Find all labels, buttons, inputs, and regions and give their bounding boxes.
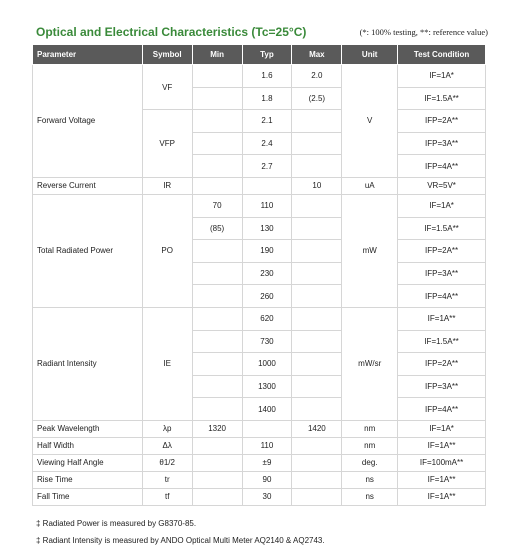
param-cell: Peak Wavelength [33,420,143,437]
min-cell [192,471,242,488]
symbol-cell: VFP [142,110,192,178]
typ-cell: 1000 [242,353,292,376]
symbol-cell: PO [142,194,192,307]
min-cell [192,262,242,285]
max-cell [292,307,342,330]
condition-cell: IF=100mA** [398,454,486,471]
typ-cell: 620 [242,307,292,330]
typ-cell: 1.8 [242,87,292,110]
header-unit: Unit [342,45,398,65]
condition-cell: IF=1A** [398,488,486,505]
symbol-cell: IR [142,177,192,194]
condition-cell: IFP=4A** [398,398,486,421]
header-test-condition: Test Condition [398,45,486,65]
min-cell [192,353,242,376]
typ-cell: 1.6 [242,65,292,88]
symbol-cell: Δλ [142,437,192,454]
condition-cell: IF=1A* [398,65,486,88]
footnote-radiant-intensity: ‡ Radiant Intensity is measured by ANDO Optical Multi Meter AQ2140 & AQ2743. [36,536,325,545]
typ-cell: 2.1 [242,110,292,133]
table-row [33,420,486,437]
max-cell [292,330,342,353]
min-cell [192,437,242,454]
param-cell: Radiant Intensity [33,307,143,420]
param-cell: Fall Time [33,488,143,505]
min-cell [192,132,242,155]
param-cell: Rise Time [33,471,143,488]
typ-cell: 230 [242,262,292,285]
max-cell: 1420 [292,420,342,437]
table-row [33,471,486,488]
typ-cell: 1400 [242,398,292,421]
min-cell [192,375,242,398]
table-row [33,177,486,194]
condition-cell: IF=1A* [398,420,486,437]
min-cell [192,177,242,194]
typ-cell: 110 [242,194,292,217]
max-cell [292,454,342,471]
max-cell [292,375,342,398]
unit-cell: ns [342,471,398,488]
unit-cell: mW/sr [342,307,398,420]
max-cell [292,285,342,308]
param-cell: Reverse Current [33,177,143,194]
typ-cell [242,177,292,194]
unit-cell: nm [342,437,398,454]
min-cell: (85) [192,217,242,240]
table-row [33,437,486,454]
typ-cell: 190 [242,240,292,263]
header-row [33,45,486,65]
condition-cell: IF=1.5A** [398,217,486,240]
min-cell [192,398,242,421]
header-parameter: Parameter [33,45,143,65]
typ-cell: 1300 [242,375,292,398]
condition-cell: IFP=4A** [398,155,486,178]
max-cell [292,132,342,155]
max-cell [292,217,342,240]
typ-cell [242,420,292,437]
unit-cell: deg. [342,454,398,471]
header-min: Min [192,45,242,65]
unit-cell: ns [342,488,398,505]
min-cell [192,110,242,133]
condition-cell: IF=1A** [398,437,486,454]
min-cell [192,285,242,308]
min-cell: 70 [192,194,242,217]
typ-cell: 90 [242,471,292,488]
footnote-radiated-power: ‡ Radiated Power is measured by G8370-85. [36,519,197,528]
header-max: Max [292,45,342,65]
condition-cell: IFP=3A** [398,262,486,285]
legend-note: (*: 100% testing, **: reference value) [359,27,488,37]
condition-cell: IFP=2A** [398,110,486,133]
param-cell: Half Width [33,437,143,454]
param-cell: Forward Voltage [33,65,143,178]
typ-cell: 30 [242,488,292,505]
condition-cell: IFP=2A** [398,240,486,263]
max-cell [292,155,342,178]
table-row [33,454,486,471]
condition-cell: IF=1.5A** [398,330,486,353]
symbol-cell: θ1/2 [142,454,192,471]
min-cell [192,87,242,110]
min-cell: 1320 [192,420,242,437]
table-row [33,307,486,330]
header-typ: Typ [242,45,292,65]
max-cell [292,262,342,285]
page-title: Optical and Electrical Characteristics (Tc=25°C) [36,25,307,39]
table-row [33,65,486,88]
table-row [33,194,486,217]
typ-cell: 2.4 [242,132,292,155]
max-cell [292,194,342,217]
characteristics-table [32,44,486,506]
unit-cell: V [342,65,398,178]
condition-cell: VR=5V* [398,177,486,194]
param-cell: Viewing Half Angle [33,454,143,471]
condition-cell: IFP=3A** [398,132,486,155]
max-cell: (2.5) [292,87,342,110]
header-symbol: Symbol [142,45,192,65]
param-cell: Total Radiated Power [33,194,143,307]
max-cell [292,471,342,488]
min-cell [192,488,242,505]
max-cell [292,437,342,454]
min-cell [192,330,242,353]
min-cell [192,240,242,263]
symbol-cell: tf [142,488,192,505]
max-cell [292,110,342,133]
condition-cell: IFP=2A** [398,353,486,376]
condition-cell: IF=1A** [398,471,486,488]
max-cell [292,488,342,505]
min-cell [192,155,242,178]
condition-cell: IF=1A** [398,307,486,330]
unit-cell: mW [342,194,398,307]
condition-cell: IFP=3A** [398,375,486,398]
condition-cell: IF=1.5A** [398,87,486,110]
symbol-cell: λp [142,420,192,437]
min-cell [192,65,242,88]
unit-cell: nm [342,420,398,437]
max-cell [292,398,342,421]
max-cell [292,240,342,263]
max-cell: 2.0 [292,65,342,88]
max-cell [292,353,342,376]
typ-cell: 260 [242,285,292,308]
max-cell: 10 [292,177,342,194]
typ-cell: 2.7 [242,155,292,178]
table-row [33,488,486,505]
min-cell [192,307,242,330]
condition-cell: IFP=4A** [398,285,486,308]
min-cell [192,454,242,471]
typ-cell: 730 [242,330,292,353]
condition-cell: IF=1A* [398,194,486,217]
symbol-cell: tr [142,471,192,488]
symbol-cell: IE [142,307,192,420]
typ-cell: 130 [242,217,292,240]
typ-cell: ±9 [242,454,292,471]
typ-cell: 110 [242,437,292,454]
unit-cell: uA [342,177,398,194]
symbol-cell: VF [142,65,192,110]
